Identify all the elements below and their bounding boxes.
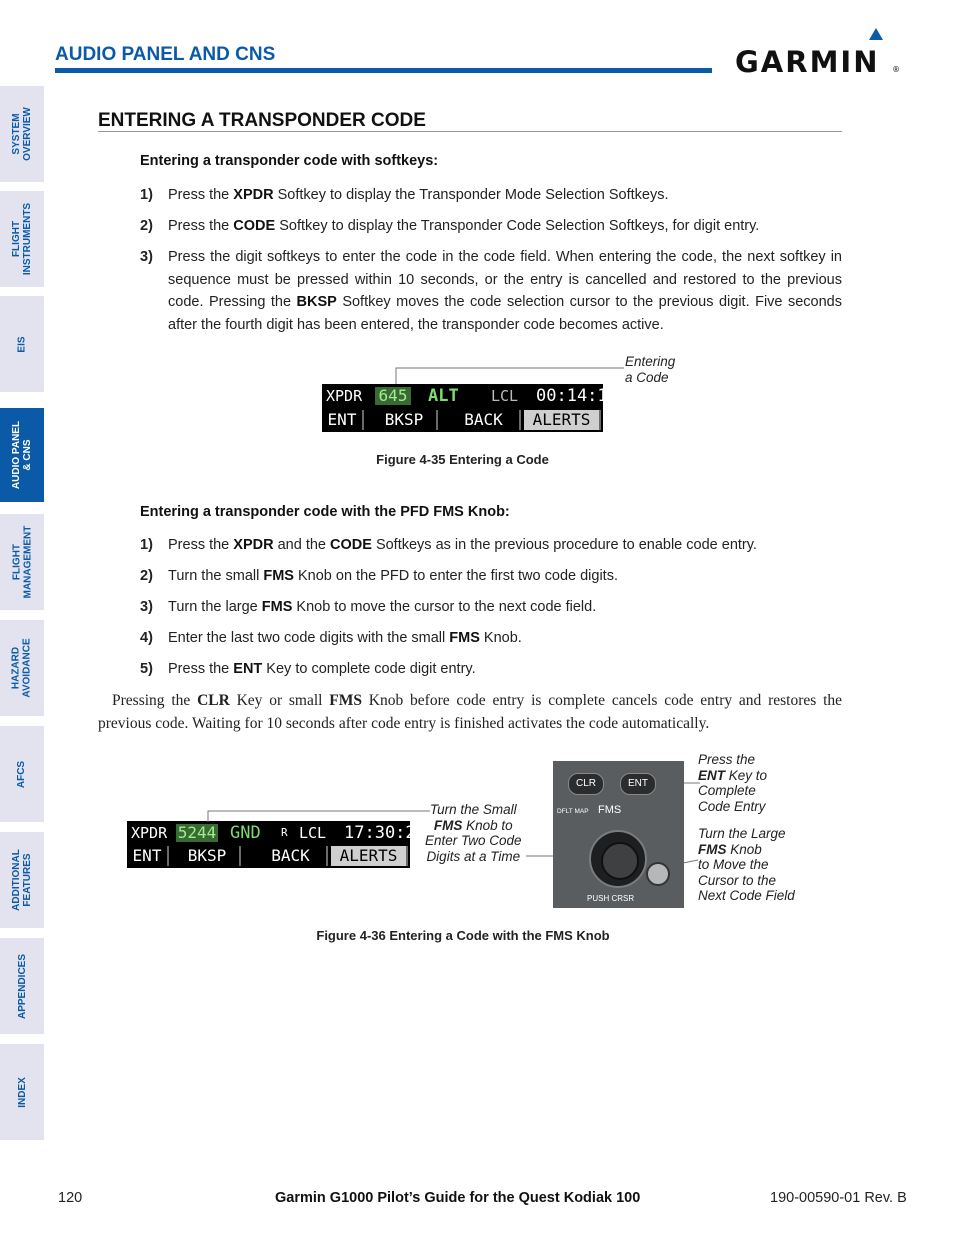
text-run: Press the: [698, 752, 756, 767]
bold-term: FMS: [329, 692, 362, 709]
code-field: 645: [375, 387, 411, 405]
text-run: Turn the large: [168, 599, 262, 615]
ent-key[interactable]: ENT: [620, 773, 656, 795]
garmin-logo-text: GARMIN: [735, 45, 880, 78]
text-run: Pressing the: [112, 692, 198, 709]
fms-bezel: [553, 761, 684, 908]
range-knob-icon[interactable]: [646, 862, 670, 886]
text-run: Knob on the PFD to enter the first two code digits.: [293, 568, 618, 584]
status-row: [322, 385, 618, 407]
clr-key[interactable]: CLR: [568, 773, 604, 795]
tab-label: ADDITIONAL FEATURES: [11, 849, 34, 911]
text-run: Knob before code entry is complete cancels code entry and restores the previous code. Waiting for 10 seconds after code entry is finished activates the code automatically.: [98, 692, 843, 732]
figure-caption-35: Figure 4-35 Entering a Code: [376, 452, 549, 467]
garmin-logo-triangle: [869, 28, 883, 40]
garmin-logo: [735, 28, 900, 78]
step-item: [140, 184, 842, 207]
tab-label: APPENDICES: [16, 953, 28, 1019]
garmin-logo-registered: ®: [892, 65, 900, 74]
heading-rule: [98, 131, 842, 132]
header-rule: [55, 68, 712, 73]
bold-term: FMS: [698, 841, 727, 857]
softkey-ent[interactable]: ENT: [322, 410, 364, 430]
fms-large-knob[interactable]: [589, 830, 647, 888]
bold-term: ENT: [233, 661, 263, 677]
step-text: [168, 627, 842, 650]
tab-eis[interactable]: [0, 296, 44, 392]
tab-system-overview[interactable]: [0, 86, 44, 182]
text-run: Turn the small: [168, 568, 264, 584]
softkey-back[interactable]: BACK: [255, 846, 328, 866]
lcl-label: LCL: [491, 387, 519, 405]
softkey-bksp[interactable]: BKSP: [175, 846, 241, 866]
tab-flight-instruments[interactable]: [0, 191, 44, 287]
callout-ent-key: [698, 752, 767, 814]
tab-hazard-avoidance[interactable]: [0, 620, 44, 716]
bold-term: FMS: [449, 630, 480, 646]
bold-term: FMS: [263, 568, 294, 584]
tab-label: FLIGHT INSTRUMENTS: [11, 202, 34, 276]
step-text: [168, 596, 842, 619]
softkey-back[interactable]: BACK: [448, 410, 521, 430]
step-number: 2): [140, 218, 153, 234]
tab-label: INDEX: [16, 1076, 28, 1108]
xpdr-label: XPDR: [326, 387, 363, 405]
tab-audio-panel-cns[interactable]: [0, 408, 44, 502]
mode-label: ALT: [428, 386, 459, 406]
bold-term: CLR: [197, 692, 230, 709]
text-run: Press the: [168, 537, 234, 553]
lcl-label: LCL: [299, 824, 327, 842]
reply-indicator: R: [281, 826, 288, 839]
tab-appendices[interactable]: [0, 938, 44, 1034]
clock-time: 00:14:18: [536, 386, 618, 406]
text-run: Press the: [168, 661, 234, 677]
dflt-map-label: DFLT MAP: [557, 808, 589, 815]
callout-entering-code: Entering a Code: [625, 354, 676, 385]
text-run: Key or small: [229, 692, 330, 709]
mode-label: GND: [230, 823, 261, 843]
tab-label: AFCS: [16, 760, 28, 788]
text-run: Press the: [168, 218, 234, 234]
code-field: 5244: [177, 823, 217, 842]
footer-doc-number: 190-00590-01 Rev. B: [770, 1190, 907, 1206]
text-run: Turn the Small: [429, 802, 517, 817]
fms-small-knob[interactable]: [601, 842, 639, 880]
step-item: [140, 596, 842, 619]
step-number: 3): [140, 599, 153, 615]
section-title: AUDIO PANEL AND CNS: [55, 44, 276, 65]
step-item: [140, 534, 842, 557]
tab-index[interactable]: [0, 1044, 44, 1140]
text-run: Knob to Move the Cursor to the Next Code Field: [698, 841, 795, 903]
tab-label: FLIGHT MANAGEMENT: [11, 525, 33, 599]
text-run: Enter the last two code digits with the small: [168, 630, 450, 646]
text-run: Softkey to display the Transponder Mode Selection Softkeys.: [273, 187, 669, 203]
text-run: Key to complete code digit entry.: [262, 661, 476, 677]
text-run: and the: [273, 537, 331, 553]
tab-flight-management[interactable]: [0, 514, 44, 610]
softkey-bksp[interactable]: BKSP: [372, 410, 438, 430]
step-item: [140, 215, 842, 238]
step-text: [168, 534, 842, 557]
tab-additional-features[interactable]: [0, 832, 44, 928]
softkey-alerts[interactable]: ALERTS: [524, 410, 601, 430]
step-item: [140, 627, 842, 650]
step-number: 4): [140, 630, 153, 646]
step-text: [168, 565, 842, 588]
text-run: Knob.: [479, 630, 522, 646]
text-run: Knob to move the cursor to the next code field.: [292, 599, 597, 615]
text-run: Press the digit softkeys to enter the code in the code field. When entering the code, the next softkey in sequence must be pressed within 10 seconds, or the entry is cancelled and restored to the previous code. Pressing the: [168, 249, 842, 310]
text-run: Softkey moves the code selection cursor to the previous digit. Five seconds after the fourth digit has been entered, the transponder code becomes active.: [168, 294, 842, 333]
tab-label: SYSTEM OVERVIEW: [11, 107, 33, 161]
xpdr-label: XPDR: [131, 824, 168, 842]
bold-term: CODE: [330, 537, 372, 553]
push-crsr-label: PUSH CRSR: [587, 894, 635, 903]
step-number: 3): [140, 249, 153, 265]
softkey-row: [322, 410, 603, 432]
tab-label: HAZARD AVOIDANCE: [11, 638, 34, 698]
text-run: Press the: [168, 187, 234, 203]
step-number: 2): [140, 568, 153, 584]
bold-term: CODE: [233, 218, 276, 234]
fms-label: FMS: [598, 804, 622, 816]
step-text: [168, 184, 842, 207]
bold-term: FMS: [433, 817, 463, 833]
softkey-alerts[interactable]: ALERTS: [331, 846, 408, 866]
step-item: [140, 565, 842, 588]
callout-large-knob: [698, 826, 795, 904]
text-run: Key to Complete Code Entry: [698, 767, 768, 814]
note-paragraph: [98, 690, 842, 735]
text-run: Softkeys as in the previous procedure to enable code entry.: [371, 537, 757, 553]
leader-small-knob-display: [208, 811, 430, 822]
knob-subhead: Entering a transponder code with the PFD FMS Knob:: [140, 504, 510, 520]
text-run: Softkey to display the Transponder Code Selection Softkeys, for digit entry.: [275, 218, 760, 234]
softkey-ent[interactable]: ENT: [127, 846, 169, 866]
softkeys-subhead: Entering a transponder code with softkeys:: [140, 153, 439, 169]
text-run: Turn the Large: [698, 826, 786, 841]
figure-caption-36: Figure 4-36 Entering a Code with the FMS Knob: [316, 928, 610, 943]
bold-term: XPDR: [233, 537, 274, 553]
page-number: 120: [58, 1190, 83, 1206]
bold-term: XPDR: [233, 187, 274, 203]
callout-leader-line: [394, 363, 626, 385]
step-item: [140, 246, 842, 336]
page-heading: ENTERING A TRANSPONDER CODE: [98, 110, 426, 131]
bold-term: BKSP: [296, 294, 337, 310]
step-number: 5): [140, 661, 153, 677]
step-number: 1): [140, 537, 153, 553]
bold-term: FMS: [261, 599, 293, 615]
softkey-display-fig35: [322, 384, 618, 432]
footer-title: Garmin G1000 Pilot’s Guide for the Quest Kodiak 100: [275, 1190, 641, 1206]
step-item: [140, 658, 842, 681]
callout-small-knob: [425, 802, 522, 864]
step-text: [168, 215, 842, 238]
bold-term: ENT: [698, 767, 725, 783]
tab-afcs[interactable]: [0, 726, 44, 822]
step-text: [168, 658, 842, 681]
clock-time: 17:30:27: [344, 823, 426, 843]
step-text: [168, 246, 842, 336]
tab-label: AUDIO PANEL & CNS: [11, 420, 33, 490]
step-number: 1): [140, 187, 153, 203]
text-run: Knob to Enter Two Code Digits at a Time: [425, 817, 522, 864]
tab-label: EIS: [16, 335, 28, 353]
